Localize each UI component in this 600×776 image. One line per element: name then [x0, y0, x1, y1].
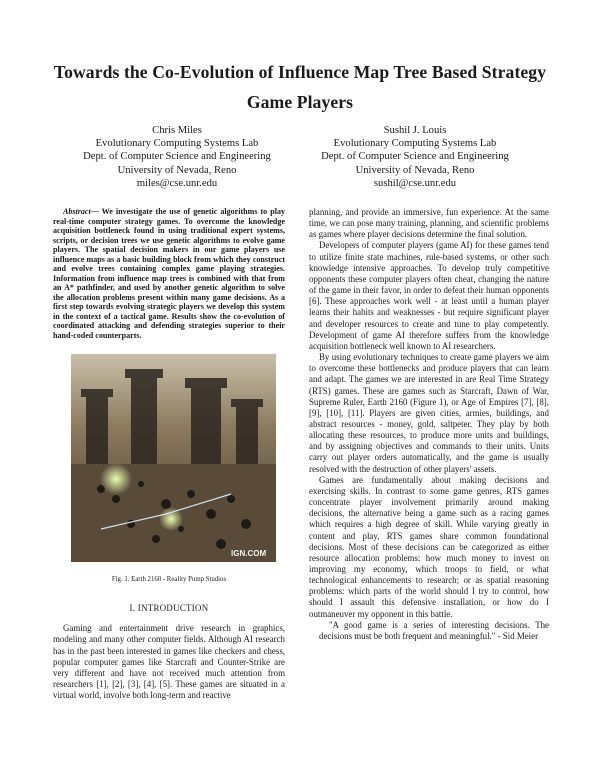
abstract-label: Abstract [63, 207, 91, 216]
author-block-2 [290, 124, 540, 190]
section-heading: I. INTRODUCTION [129, 603, 209, 614]
quote: "A good game is a series of interesting decisions. The decisions must be both frequent and meaningful." - Sid Meier [319, 619, 549, 641]
paper-title: Towards the Co-Evolution of Influence Map Tree Based Strategy Game Players [53, 62, 547, 112]
body-paragraph: Developers of computer players (game AI) for these games tend to utilize finite state machines, rule-based systems, or other such knowledge intensive approaches. To develop truly competitive opponents these computer players often cheat, changing the nature of the game in their favor, in order to defeat their human opponents [6]. These approaches work well - at least until a human player learns their habits and weaknesses - but require significant player and developer resources to create and tune to play competently. Development of game AI therefore suffers from the knowledge acquisition bottleneck well known to AI researchers. [309, 240, 549, 351]
author-email: sushil@cse.unr.edu [373, 177, 457, 189]
author-univ: University of Nevada, Reno [117, 164, 237, 176]
left-column [53, 207, 285, 701]
author-name: Chris Miles [152, 125, 202, 136]
figure-screenshot [71, 354, 276, 562]
figure-caption: Fig. 1. Earth 2160 - Reality Pump Studios [111, 576, 227, 583]
body-paragraph: planning, and provide an immersive, fun experience. At the same time, we can pose many training, planning, and scientific problems as games where player decisions determine the final solution. [309, 207, 549, 240]
author-name: Sushil J. Louis [383, 125, 447, 136]
intro-paragraph: Gaming and entertainment drive research in graphics, modeling and many other computer fields. Although AI research has in the past been interested in games like checkers and chess, popular computer games like Starcraft and Counter-Strike are very different and have not received much attention from researchers [1], [2], [3], [4], [5]. These games are situated in a virtual world, involve both long-term and reactive [53, 623, 285, 701]
author-block-1 [52, 124, 302, 190]
right-column [309, 207, 549, 642]
body-paragraph: Games are fundamentally about making decisions and exercising skills. In contrast to some game genres, RTS games concentrate player involvement primarily around making decisions, the alternative being a game such as a racing games which requires a high degree of skill. While varying greatly in content and play, RTS games share common foundational decisions. Most of these decisions can be categorized as either resource allocation problems: how much money to invest on improving my economy, which troops to field, or what technological enhancements to research; or as spatial reasoning problems: which parts of the world should I try to control, how should I assault this defensive installation, or how do I outmaneuver my opponent in this battle. [309, 474, 549, 619]
author-dept: Dept. of Computer Science and Engineering [83, 151, 271, 163]
author-lab: Evolutionary Computing Systems Lab [333, 138, 497, 150]
abstract [53, 207, 285, 340]
author-email: miles@cse.unr.edu [136, 177, 218, 189]
abstract-text: — We investigate the use of genetic algorithms to play real-time computer strategy games. To overcome the knowledge acquisition bottleneck found in using traditional expert systems, scripts, or decision trees we use genetic algorithms to evolve game players. The spatial decision makers in our game players use influence maps as a basic building block from which they construct and evolve trees containing complex game playing strategies. Information from influence map trees is combined with that from an A* pathfinder, and used by another genetic algorithm to solve the allocation problems present within many game decisions. As a first step towards evolving strategic players we develop this system in the context of a tactical game. Results show the co-evolution of coordinated attacking and defending strategies superior to their hand-coded counterparts. [53, 207, 285, 340]
author-univ: University of Nevada, Reno [355, 164, 475, 176]
watermark-text: IGN.COM [231, 549, 267, 558]
author-dept: Dept. of Computer Science and Engineering [321, 151, 509, 163]
game-scene-image [71, 354, 276, 562]
body-paragraph: By using evolutionary techniques to create game players we aim to overcome these bottlenecks and produce players that can learn and adapt. The games we are interested in are Real Time Strategy (RTS) games. These are games such as Starcraft, Dawn of War, Supreme Ruler, Earth 2160 (Figure 1), or Age of Empires [7], [8], [9], [10], [11]. Players are given cities, armies, buildings, and abstract resources - money, gold, saltpeter. They play by both allocating these resources, to produce more units and buildings, and by assigning objectives and commands to their units. Units carry out player orders automatically, and the game is usually resolved with the destruction of other players' assets. [309, 352, 549, 474]
author-lab: Evolutionary Computing Systems Lab [95, 138, 259, 150]
